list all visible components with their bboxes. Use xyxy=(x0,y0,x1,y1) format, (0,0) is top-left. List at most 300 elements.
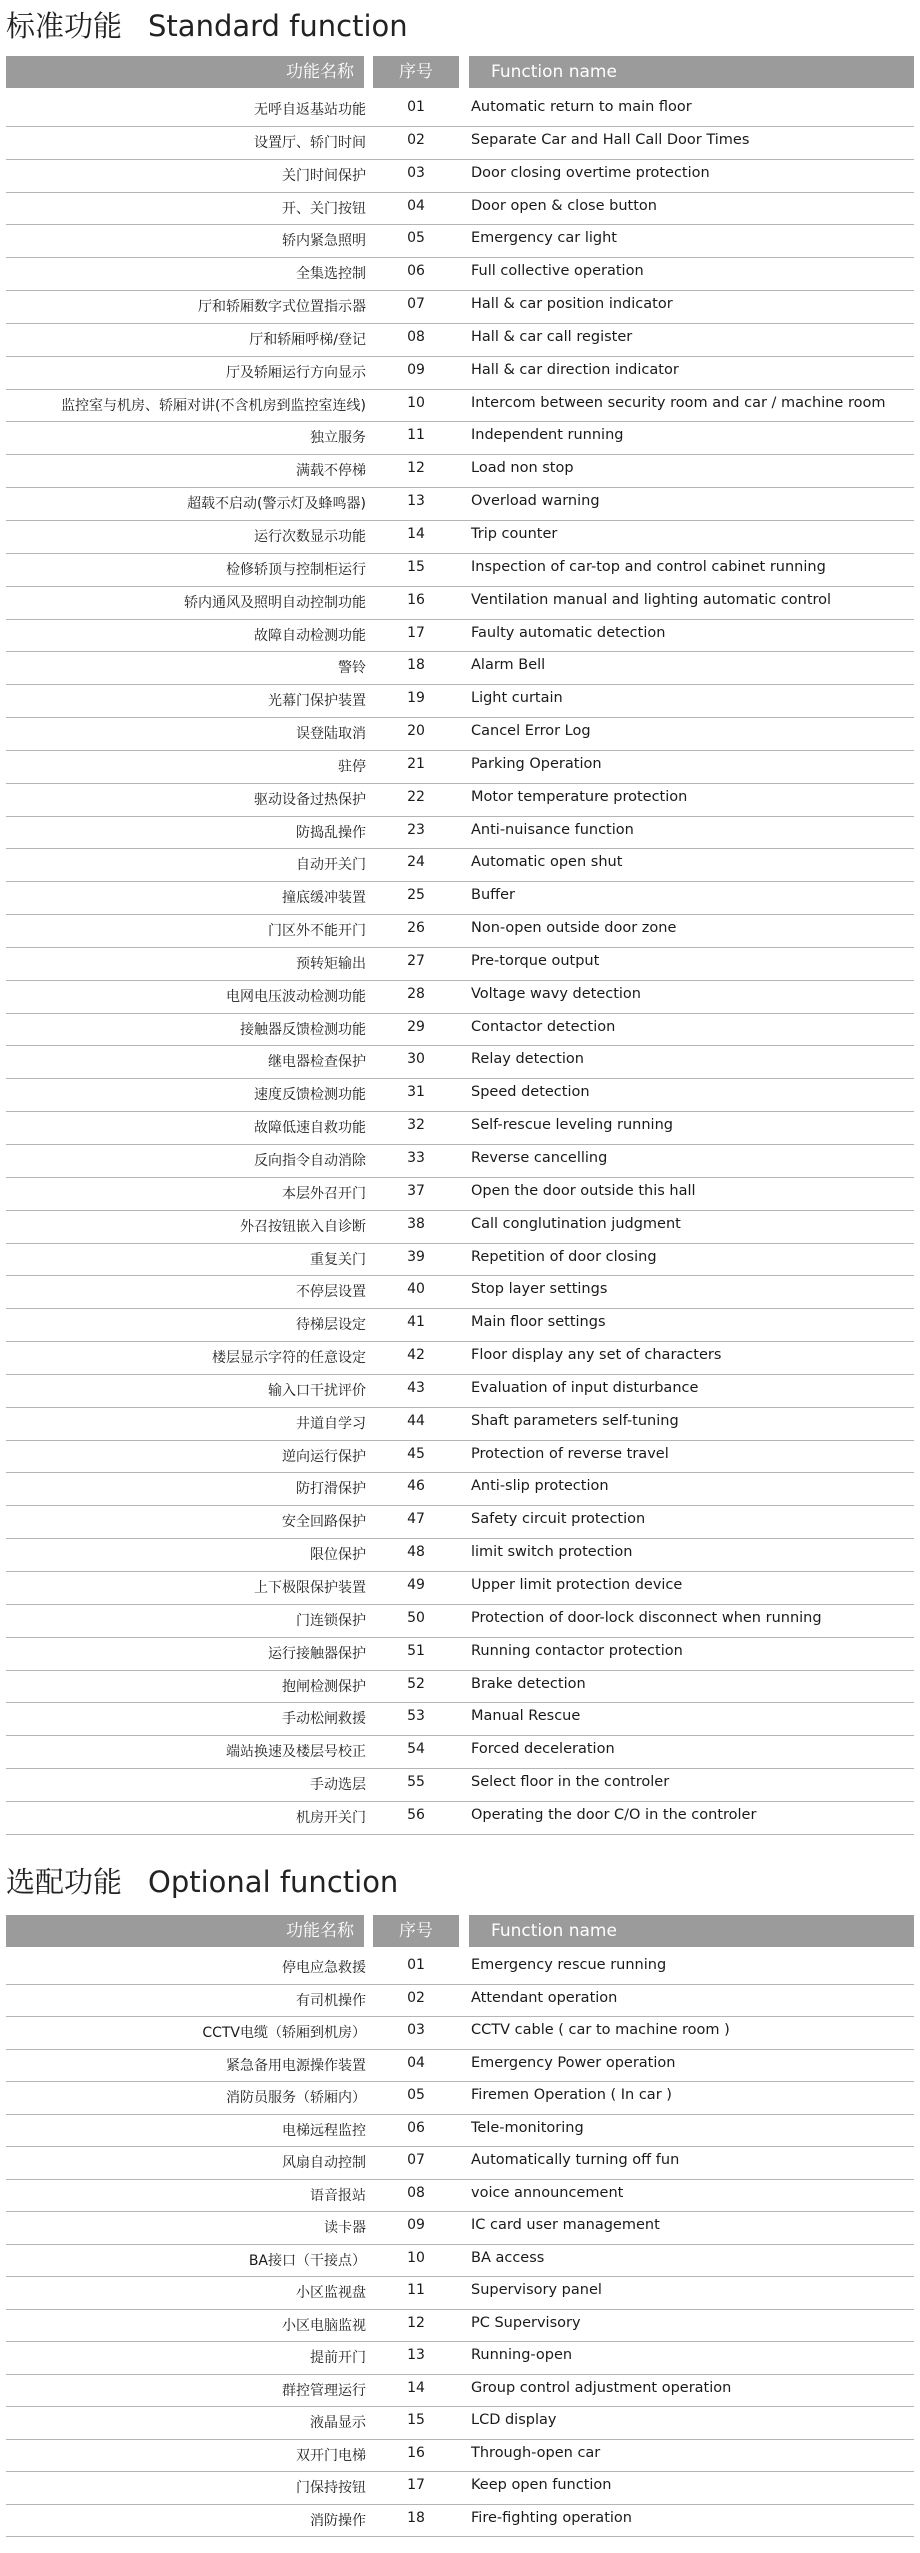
function-name-zh: 故障低速自救功能 xyxy=(254,1120,366,1137)
table-row xyxy=(6,1309,914,1342)
function-name-en: Contactor detection xyxy=(471,1018,616,1035)
serial-number: 09 xyxy=(407,2217,425,2233)
standard-title-zh: 标准功能 xyxy=(6,9,123,43)
function-name-en: Voltage wavy detection xyxy=(471,985,641,1002)
serial-number: 49 xyxy=(407,1576,425,1593)
function-name-zh: 防捣乱操作 xyxy=(296,824,366,841)
serial-number: 46 xyxy=(407,1478,425,1495)
function-name-en: Forced deceleration xyxy=(471,1741,615,1758)
serial-number: 18 xyxy=(407,2509,425,2526)
optional-title-zh: 选配功能 xyxy=(6,1865,123,1899)
function-name-en: Call conglutination judgment xyxy=(471,1215,681,1232)
function-name-zh: CCTV电缆（轿厢到机房） xyxy=(202,2025,366,2041)
function-name-en: Running-open xyxy=(471,2347,573,2363)
function-name-zh: 提前开门 xyxy=(310,2350,366,2366)
serial-number: 06 xyxy=(407,263,425,280)
table-row xyxy=(6,1985,914,2018)
function-name-zh: 撞底缓冲装置 xyxy=(282,890,366,907)
serial-number: 14 xyxy=(407,2379,425,2396)
function-name-zh: 运行次数显示功能 xyxy=(254,528,366,545)
table-row xyxy=(6,2050,914,2083)
function-name-en: Evaluation of input disturbance xyxy=(471,1379,699,1396)
table-row xyxy=(6,2180,914,2213)
function-name-en: Full collective operation xyxy=(471,263,644,280)
serial-number: 27 xyxy=(407,952,425,969)
table-row xyxy=(6,1244,914,1277)
table-row xyxy=(6,2212,914,2245)
function-name-en: Supervisory panel xyxy=(471,2282,602,2298)
table-row xyxy=(6,784,914,817)
table-row xyxy=(6,291,914,324)
table-row xyxy=(6,751,914,784)
table-row xyxy=(6,1375,914,1408)
function-name-zh: 反向指令自动消除 xyxy=(254,1153,366,1169)
function-name-zh: 厅和轿厢呼梯/登记 xyxy=(249,331,366,348)
function-name-zh: 超载不启动(警示灯及蜂鸣器) xyxy=(187,496,366,513)
function-name-en: Alarm Bell xyxy=(471,657,546,674)
function-name-zh: 开、关门按钮 xyxy=(282,200,366,217)
table-row xyxy=(6,1112,914,1145)
function-name-zh: 外召按钮嵌入自诊断 xyxy=(240,1218,366,1235)
serial-number: 48 xyxy=(407,1544,425,1561)
function-name-zh: 关门时间保护 xyxy=(282,167,366,184)
function-name-zh: BA接口（干接点） xyxy=(248,2252,366,2269)
serial-number: 23 xyxy=(407,821,425,838)
header-function-name-zh: 功能名称 xyxy=(6,1915,364,1947)
serial-number: 05 xyxy=(407,2087,425,2103)
function-name-en: Fire-fighting operation xyxy=(471,2509,632,2526)
table-row xyxy=(6,2245,914,2278)
function-name-zh: 门区外不能开门 xyxy=(268,923,366,940)
table-row xyxy=(6,1736,914,1769)
serial-number: 07 xyxy=(407,2152,425,2168)
serial-number: 01 xyxy=(407,1957,425,1973)
serial-number: 04 xyxy=(407,2054,425,2071)
table-row xyxy=(6,127,914,160)
serial-number: 31 xyxy=(407,1084,425,1101)
function-name-en: Emergency Power operation xyxy=(471,2054,676,2071)
function-name-en: Shaft parameters self-tuning xyxy=(471,1412,679,1429)
table-row xyxy=(6,357,914,390)
serial-number: 47 xyxy=(407,1511,425,1528)
function-name-zh: 轿内紧急照明 xyxy=(282,233,366,250)
function-name-zh: 楼层显示字符的任意设定 xyxy=(212,1350,366,1367)
function-name-en: Motor temperature protection xyxy=(471,788,688,805)
table-row xyxy=(6,2147,914,2180)
serial-number: 03 xyxy=(407,164,425,181)
table-row xyxy=(6,455,914,488)
function-name-zh: 端站换速及楼层号校正 xyxy=(226,1744,366,1761)
function-name-en: Protection of reverse travel xyxy=(471,1445,669,1462)
function-name-en: Light curtain xyxy=(471,690,563,707)
function-name-zh: 速度反馈检测功能 xyxy=(254,1087,366,1104)
serial-number: 15 xyxy=(407,558,425,575)
table-row xyxy=(6,324,914,357)
function-name-en: Automatic open shut xyxy=(471,854,623,871)
function-name-en: Door open & close button xyxy=(471,197,657,214)
serial-number: 44 xyxy=(407,1412,425,1429)
header-function-name-en: Function name xyxy=(469,56,914,88)
function-name-zh: 无呼自返基站功能 xyxy=(254,102,366,118)
serial-number: 52 xyxy=(407,1675,425,1692)
function-name-zh: 小区监视盘 xyxy=(296,2285,366,2301)
serial-number: 28 xyxy=(407,985,425,1002)
function-name-en: Operating the door C/O in the controler xyxy=(471,1806,757,1823)
function-name-zh: 读卡器 xyxy=(324,2220,366,2236)
serial-number: 11 xyxy=(407,2282,425,2298)
header-serial-number: 序号 xyxy=(373,56,459,88)
function-name-en: Repetition of door closing xyxy=(471,1248,657,1265)
table-row xyxy=(6,2082,914,2115)
table-row xyxy=(6,1539,914,1572)
serial-number: 32 xyxy=(407,1117,425,1134)
function-name-en: voice announcement xyxy=(471,2184,624,2201)
serial-number: 16 xyxy=(407,591,425,608)
serial-number: 17 xyxy=(407,2477,425,2493)
function-name-zh: 机房开关门 xyxy=(296,1809,366,1826)
function-name-zh: 消防操作 xyxy=(310,2512,366,2529)
table-row xyxy=(6,587,914,620)
function-name-zh: 有司机操作 xyxy=(296,1992,366,2009)
table-row xyxy=(6,620,914,653)
function-name-zh: 门保持按钮 xyxy=(296,2480,366,2496)
function-name-en: Faulty automatic detection xyxy=(471,624,666,641)
serial-number: 07 xyxy=(407,296,425,313)
table-row xyxy=(6,2277,914,2310)
function-name-zh: 风扇自动控制 xyxy=(282,2155,366,2171)
serial-number: 38 xyxy=(407,1215,425,1232)
serial-number: 02 xyxy=(407,131,425,148)
serial-number: 22 xyxy=(407,788,425,805)
table-row xyxy=(6,685,914,718)
function-name-en: Relay detection xyxy=(471,1051,584,1068)
header-function-name-en: Function name xyxy=(469,1915,914,1947)
function-name-zh: 检修轿顶与控制柜运行 xyxy=(226,561,366,578)
function-name-en: Trip counter xyxy=(471,525,558,542)
function-name-en: Open the door outside this hall xyxy=(471,1182,696,1199)
serial-number: 08 xyxy=(407,2184,425,2201)
serial-number: 53 xyxy=(407,1708,425,1725)
table-row xyxy=(6,1014,914,1047)
function-name-zh: 厅及轿厢运行方向显示 xyxy=(226,364,366,381)
table-row xyxy=(6,488,914,521)
function-name-zh: 设置厅、轿门时间 xyxy=(254,134,366,151)
function-name-zh: 故障自动检测功能 xyxy=(254,627,366,644)
function-name-en: Emergency rescue running xyxy=(471,1957,667,1973)
serial-number: 41 xyxy=(407,1314,425,1331)
function-name-en: Running contactor protection xyxy=(471,1642,683,1659)
function-name-zh: 限位保护 xyxy=(310,1547,366,1564)
function-name-zh: 驱动设备过热保护 xyxy=(254,791,366,808)
optional-title-en: Optional function xyxy=(148,1865,399,1899)
serial-number: 29 xyxy=(407,1018,425,1035)
function-name-en: Firemen Operation ( In car ) xyxy=(471,2087,672,2103)
function-name-en: PC Supervisory xyxy=(471,2314,581,2331)
serial-number: 02 xyxy=(407,1989,425,2006)
standard-table-header xyxy=(6,56,914,88)
serial-number: 37 xyxy=(407,1182,425,1199)
table-row xyxy=(6,981,914,1014)
serial-number: 51 xyxy=(407,1642,425,1659)
function-name-zh: 自动开关门 xyxy=(296,857,366,874)
function-name-en: IC card user management xyxy=(471,2217,660,2233)
function-name-en: Door closing overtime protection xyxy=(471,164,710,181)
function-name-en: Speed detection xyxy=(471,1084,590,1101)
function-name-en: Separate Car and Hall Call Door Times xyxy=(471,131,750,148)
function-name-en: Inspection of car-top and control cabinet running xyxy=(471,558,826,575)
table-row xyxy=(6,1178,914,1211)
table-row xyxy=(6,2472,914,2505)
function-name-zh: 防打滑保护 xyxy=(296,1481,366,1498)
serial-number: 18 xyxy=(407,657,425,674)
table-row xyxy=(6,2407,914,2440)
function-name-en: Hall & car direction indicator xyxy=(471,361,679,378)
function-name-zh: 消防员服务（轿厢内） xyxy=(226,2090,366,2106)
serial-number: 26 xyxy=(407,920,425,937)
function-name-en: Select floor in the controler xyxy=(471,1774,670,1791)
serial-number: 33 xyxy=(407,1150,425,1166)
function-name-zh: 井道自学习 xyxy=(296,1415,366,1432)
serial-number: 11 xyxy=(407,427,425,444)
serial-number: 16 xyxy=(407,2444,425,2461)
serial-number: 05 xyxy=(407,230,425,247)
table-row xyxy=(6,817,914,850)
function-name-en: Floor display any set of characters xyxy=(471,1347,722,1364)
function-name-zh: 独立服务 xyxy=(310,430,366,447)
serial-number: 55 xyxy=(407,1774,425,1791)
function-name-zh: 手动选层 xyxy=(310,1777,366,1794)
table-row xyxy=(6,390,914,423)
table-row xyxy=(6,2375,914,2408)
function-name-en: Ventilation manual and lighting automatic control xyxy=(471,591,832,608)
function-name-en: Hall & car call register xyxy=(471,328,633,345)
serial-number: 39 xyxy=(407,1248,425,1265)
table-row xyxy=(6,1952,914,1985)
table-row xyxy=(6,521,914,554)
function-name-zh: 输入口干扰评价 xyxy=(268,1382,366,1399)
standard-section-title xyxy=(6,4,408,45)
function-name-zh: 逆向运行保护 xyxy=(282,1448,366,1465)
function-name-zh: 小区电脑监视 xyxy=(282,2317,366,2334)
table-row xyxy=(6,1408,914,1441)
table-row xyxy=(6,2115,914,2148)
table-row xyxy=(6,1046,914,1079)
function-name-en: Manual Rescue xyxy=(471,1708,581,1725)
table-row xyxy=(6,882,914,915)
function-name-en: LCD display xyxy=(471,2412,557,2428)
serial-number: 25 xyxy=(407,887,425,904)
function-name-en: Cancel Error Log xyxy=(471,723,591,740)
function-name-en: Parking Operation xyxy=(471,755,602,772)
table-row xyxy=(6,2342,914,2375)
table-row xyxy=(6,160,914,193)
function-name-zh: 上下极限保护装置 xyxy=(254,1579,366,1596)
function-name-en: Intercom between security room and car / machine room xyxy=(471,394,886,411)
serial-number: 43 xyxy=(407,1379,425,1396)
function-name-zh: 驻停 xyxy=(338,758,366,775)
table-row xyxy=(6,94,914,127)
serial-number: 13 xyxy=(407,2347,425,2363)
table-row xyxy=(6,1441,914,1474)
header-function-name-zh: 功能名称 xyxy=(6,56,364,88)
function-name-zh: 全集选控制 xyxy=(296,266,366,283)
serial-number: 13 xyxy=(407,493,425,510)
function-name-en: Self-rescue leveling running xyxy=(471,1117,673,1134)
serial-number: 06 xyxy=(407,2119,425,2136)
serial-number: 40 xyxy=(407,1281,425,1298)
table-row xyxy=(6,1671,914,1704)
function-name-en: Automatic return to main floor xyxy=(471,99,692,115)
serial-number: 10 xyxy=(407,2249,425,2266)
table-row xyxy=(6,193,914,226)
function-name-en: limit switch protection xyxy=(471,1544,633,1561)
function-name-en: Attendant operation xyxy=(471,1989,618,2006)
table-row xyxy=(6,554,914,587)
function-name-zh: 门连锁保护 xyxy=(296,1612,366,1629)
table-row xyxy=(6,225,914,258)
function-name-en: BA access xyxy=(471,2249,545,2266)
function-name-zh: 液晶显示 xyxy=(310,2415,366,2431)
function-name-zh: 运行接触器保护 xyxy=(268,1645,366,1662)
serial-number: 42 xyxy=(407,1347,425,1364)
function-name-zh: 待梯层设定 xyxy=(296,1317,366,1334)
optional-table-header xyxy=(6,1915,914,1947)
serial-number: 12 xyxy=(407,460,425,477)
table-row xyxy=(6,1769,914,1802)
function-name-en: Hall & car position indicator xyxy=(471,296,673,313)
table-row xyxy=(6,2440,914,2473)
table-row xyxy=(6,1802,914,1835)
function-name-zh: 继电器检查保护 xyxy=(268,1054,366,1071)
table-row xyxy=(6,2310,914,2343)
function-name-zh: 监控室与机房、轿厢对讲(不含机房到监控室连线) xyxy=(61,397,366,414)
function-name-en: Anti-slip protection xyxy=(471,1478,609,1495)
function-name-en: Stop layer settings xyxy=(471,1281,608,1298)
function-name-zh: 电梯远程监控 xyxy=(282,2122,366,2139)
standard-table-body xyxy=(6,94,914,1835)
function-name-en: Safety circuit protection xyxy=(471,1511,646,1528)
function-name-zh: 语音报站 xyxy=(310,2187,366,2204)
table-row xyxy=(6,1276,914,1309)
function-name-en: Reverse cancelling xyxy=(471,1150,608,1166)
serial-number: 21 xyxy=(407,755,425,772)
function-name-zh: 本层外召开门 xyxy=(282,1185,366,1202)
serial-number: 08 xyxy=(407,328,425,345)
function-name-en: Keep open function xyxy=(471,2477,612,2493)
optional-section-title xyxy=(6,1860,398,1901)
function-name-zh: 电网电压波动检测功能 xyxy=(226,988,366,1005)
function-name-en: Upper limit protection device xyxy=(471,1576,683,1593)
serial-number: 15 xyxy=(407,2412,425,2428)
serial-number: 19 xyxy=(407,690,425,707)
serial-number: 56 xyxy=(407,1806,425,1823)
serial-number: 24 xyxy=(407,854,425,871)
function-name-en: Group control adjustment operation xyxy=(471,2379,732,2396)
function-name-zh: 不停层设置 xyxy=(296,1284,366,1301)
function-name-en: CCTV cable ( car to machine room ) xyxy=(471,2022,730,2038)
function-name-en: Main floor settings xyxy=(471,1314,606,1331)
table-row xyxy=(6,1342,914,1375)
table-row xyxy=(6,1506,914,1539)
function-name-zh: 紧急备用电源操作装置 xyxy=(226,2057,366,2074)
function-name-zh: 光幕门保护装置 xyxy=(268,693,366,710)
function-name-en: Emergency car light xyxy=(471,230,617,247)
function-name-zh: 群控管理运行 xyxy=(282,2382,366,2399)
serial-number: 14 xyxy=(407,525,425,542)
function-name-zh: 停电应急救援 xyxy=(282,1960,366,1976)
function-name-en: Pre-torque output xyxy=(471,952,600,969)
function-name-en: Tele-monitoring xyxy=(471,2119,584,2136)
table-row xyxy=(6,1572,914,1605)
function-name-en: Brake detection xyxy=(471,1675,586,1692)
function-name-en: Buffer xyxy=(471,887,516,904)
function-name-en: Anti-nuisance function xyxy=(471,821,634,838)
table-row xyxy=(6,652,914,685)
serial-number: 04 xyxy=(407,197,425,214)
table-row xyxy=(6,1703,914,1736)
serial-number: 20 xyxy=(407,723,425,740)
function-name-zh: 安全回路保护 xyxy=(282,1514,366,1531)
table-row xyxy=(6,915,914,948)
table-row xyxy=(6,258,914,291)
table-row xyxy=(6,1145,914,1178)
table-row xyxy=(6,1211,914,1244)
table-row xyxy=(6,1638,914,1671)
serial-number: 09 xyxy=(407,361,425,378)
function-name-zh: 满载不停梯 xyxy=(296,463,366,480)
function-name-zh: 重复关门 xyxy=(310,1251,366,1268)
table-row xyxy=(6,849,914,882)
table-row xyxy=(6,948,914,981)
serial-number: 54 xyxy=(407,1741,425,1758)
function-name-zh: 预转矩输出 xyxy=(296,955,366,972)
function-name-en: Protection of door-lock disconnect when running xyxy=(471,1609,822,1626)
serial-number: 45 xyxy=(407,1445,425,1462)
function-name-en: Overload warning xyxy=(471,493,600,510)
table-row xyxy=(6,718,914,751)
function-name-en: Through-open car xyxy=(471,2444,601,2461)
function-name-zh: 接触器反馈检测功能 xyxy=(240,1021,366,1038)
standard-title-en: Standard function xyxy=(148,9,408,43)
function-name-zh: 误登陆取消 xyxy=(296,726,366,743)
table-row xyxy=(6,2505,914,2538)
function-name-en: Load non stop xyxy=(471,460,574,477)
function-name-zh: 厅和轿厢数字式位置指示器 xyxy=(198,299,366,316)
table-row xyxy=(6,1605,914,1638)
table-row xyxy=(6,1473,914,1506)
function-name-zh: 双开门电梯 xyxy=(296,2447,366,2464)
serial-number: 01 xyxy=(407,99,425,115)
optional-table-body xyxy=(6,1952,914,2537)
serial-number: 50 xyxy=(407,1609,425,1626)
header-serial-number: 序号 xyxy=(373,1915,459,1947)
function-name-en: Non-open outside door zone xyxy=(471,920,677,937)
function-name-en: Independent running xyxy=(471,427,624,444)
serial-number: 30 xyxy=(407,1051,425,1068)
serial-number: 10 xyxy=(407,394,425,411)
serial-number: 17 xyxy=(407,624,425,641)
serial-number: 12 xyxy=(407,2314,425,2331)
function-name-en: Automatically turning off fun xyxy=(471,2152,680,2168)
function-name-zh: 手动松闸救援 xyxy=(282,1711,366,1728)
table-row xyxy=(6,1079,914,1112)
table-row xyxy=(6,422,914,455)
table-row xyxy=(6,2017,914,2050)
serial-number: 03 xyxy=(407,2022,425,2038)
function-name-zh: 抱闸检测保护 xyxy=(282,1678,366,1695)
function-name-zh: 轿内通风及照明自动控制功能 xyxy=(184,594,366,611)
function-name-zh: 警铃 xyxy=(338,660,366,677)
